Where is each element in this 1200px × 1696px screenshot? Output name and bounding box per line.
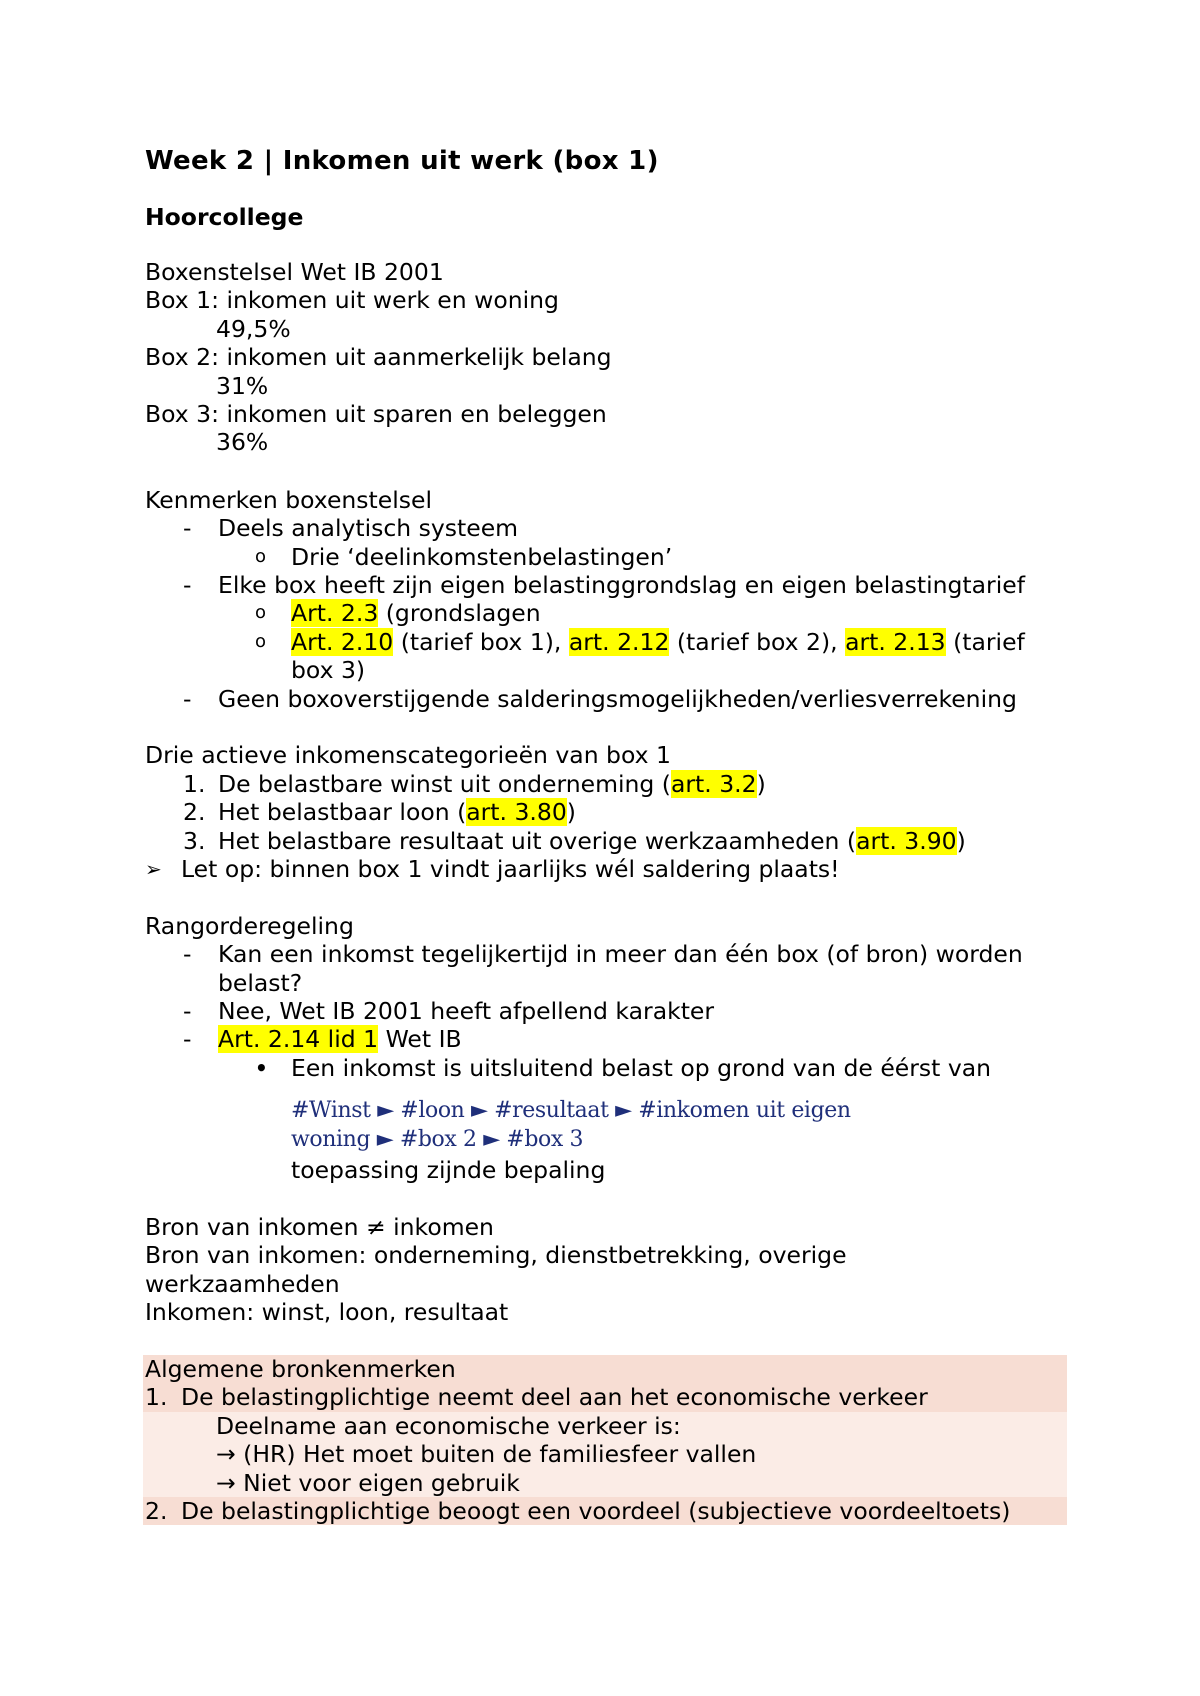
- highlight-article: art. 3.2: [670, 769, 757, 798]
- kenmerken-heading: Kenmerken boxenstelsel: [145, 485, 432, 514]
- dash-bullet: -: [183, 1025, 192, 1054]
- arrow-bullet-icon: ➢: [145, 857, 162, 881]
- box2-line: Box 2: inkomen uit aanmerkelijk belang: [145, 343, 612, 372]
- categorieen-section: [145, 741, 1065, 883]
- table-row: → (HR) Het moet buiten de familiesfeer vallen: [143, 1440, 1067, 1468]
- dash-bullet: -: [183, 940, 192, 969]
- list-item: o Art. 2.3 (grondslagen: [255, 599, 541, 628]
- box1-line: Box 1: inkomen uit werk en woning: [145, 286, 559, 315]
- highlight-article: art. 3.90: [856, 826, 957, 855]
- table-row: 2. De belastingplichtige beoogt een voordeel (subjectieve voordeeltoets): [143, 1497, 1067, 1525]
- dash-bullet: -: [183, 514, 192, 543]
- list-item: 3. Het belastbare resultaat uit overige werkzaamheden (art. 3.90): [183, 826, 966, 855]
- bron-line: Bron van inkomen ≠ inkomen: [145, 1213, 494, 1242]
- table-row: 1. De belastingplichtige neemt deel aan het economische verkeer: [143, 1383, 1067, 1411]
- rangorde-chain-line: #Winst ► #loon ► #resultaat ► #inkomen uit eigen: [291, 1098, 851, 1124]
- table-row: Algemene bronkenmerken: [143, 1355, 1067, 1383]
- dash-bullet: -: [183, 570, 192, 599]
- boxenstelsel-heading: Boxenstelsel Wet IB 2001: [145, 258, 444, 286]
- highlight-article: Art. 2.14 lid 1: [218, 1025, 379, 1054]
- document-page: [145, 130, 1065, 1525]
- bron-line: Bron van inkomen: onderneming, dienstbetrekking, overige: [145, 1241, 847, 1270]
- highlight-article: art. 2.12: [568, 627, 670, 656]
- rangorde-chain-line: woning ► #box 2 ► #box 3: [291, 1127, 584, 1153]
- highlight-article: Art. 2.10: [291, 627, 394, 656]
- list-item: 1. De belastbare winst uit onderneming (art. 3.2): [183, 769, 766, 798]
- dash-bullet: -: [183, 997, 192, 1026]
- rangorde-heading: Rangorderegeling: [145, 911, 354, 940]
- circle-bullet: o: [255, 602, 267, 624]
- circle-bullet: o: [255, 545, 267, 567]
- rangorde-section: [145, 912, 1065, 1185]
- list-item: 2. Het belastbaar loon (art. 3.80): [183, 798, 576, 827]
- list-item: • Een inkomst is uitsluitend belast op grond van de éérst van: [255, 1053, 992, 1082]
- box3-rate: 36%: [216, 428, 269, 457]
- boxenstelsel-section: [145, 258, 1065, 457]
- page-title: Week 2 | Inkomen uit werk (box 1): [145, 146, 659, 176]
- list-item: o Drie ‘deelinkomstenbelastingen’: [255, 542, 673, 571]
- dash-bullet: -: [183, 684, 192, 713]
- list-item: - Elke box heeft zijn eigen belastinggrondslag en eigen belastingtarief: [183, 570, 1025, 599]
- list-item-continuation: toepassing zijnde bepaling: [291, 1156, 606, 1185]
- highlight-article: art. 3.80: [466, 798, 567, 827]
- section-title: Hoorcollege: [145, 203, 304, 231]
- list-item-continuation: box 3): [291, 656, 366, 685]
- highlight-article: art. 2.13: [845, 627, 946, 656]
- highlight-article: Art. 2.3: [291, 599, 379, 628]
- bron-line: werkzaamheden: [145, 1269, 340, 1298]
- bronkenmerken-table: [143, 1355, 1067, 1525]
- list-item: - Nee, Wet IB 2001 heeft afpellend karakter: [183, 997, 715, 1026]
- table-row: → Niet voor eigen gebruik: [143, 1469, 1067, 1497]
- list-item: - Kan een inkomst tegelijkertijd in meer dan één box (of bron) worden: [183, 940, 1023, 969]
- box1-rate: 49,5%: [216, 314, 291, 343]
- bron-line: Inkomen: winst, loon, resultaat: [145, 1298, 509, 1327]
- note-line: ➢ Let op: binnen box 1 vindt jaarlijks wél saldering plaats!: [145, 855, 840, 883]
- kenmerken-section: [145, 486, 1065, 713]
- circle-bullet: o: [255, 630, 267, 652]
- box3-line: Box 3: inkomen uit sparen en beleggen: [145, 400, 607, 429]
- bron-section: [145, 1213, 1065, 1327]
- table-row: Deelname aan economische verkeer is:: [143, 1412, 1067, 1440]
- list-item: - Art. 2.14 lid 1 Wet IB: [183, 1025, 462, 1054]
- list-item: - Deels analytisch systeem: [183, 514, 519, 543]
- box2-rate: 31%: [216, 371, 269, 400]
- list-item: o Art. 2.10 (tarief box 1), art. 2.12 (tarief box 2), art. 2.13 (tarief: [255, 627, 1025, 656]
- list-item: - Geen boxoverstijgende salderingsmogelijkheden/verliesverrekening: [183, 684, 1017, 713]
- circle-bullet: •: [255, 1055, 268, 1080]
- list-item-continuation: belast?: [218, 968, 303, 997]
- categorieen-heading: Drie actieve inkomenscategorieën van box 1: [145, 741, 671, 770]
